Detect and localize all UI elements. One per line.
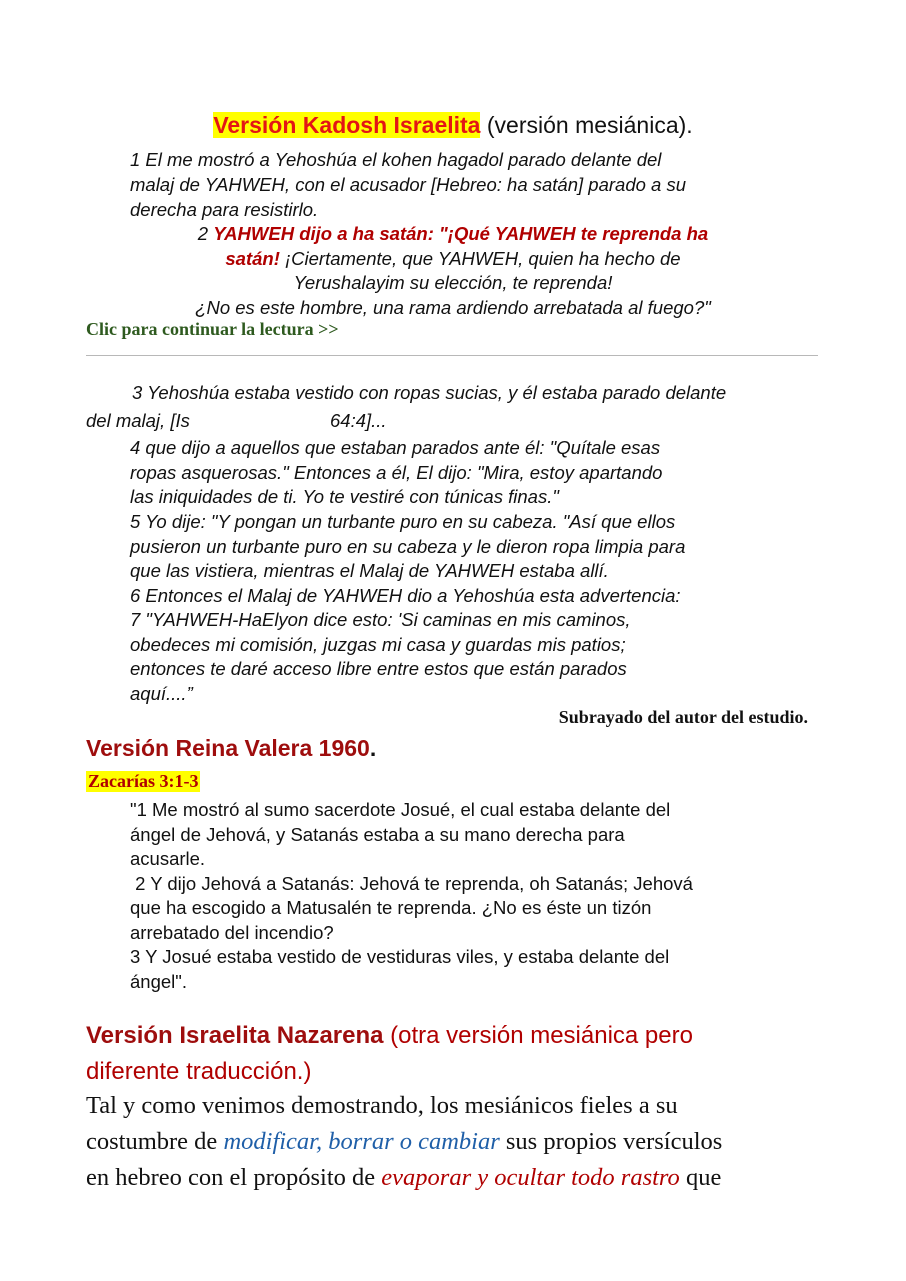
continue-reading-link[interactable]: Clic para continuar la lectura >> (86, 319, 339, 339)
verse-line-4b: ropas asquerosas." Entonces a él, El dijo: "Mira, estoy apartando (130, 462, 663, 483)
verse-3-line-2a: del malaj, [Is (86, 410, 190, 431)
kadosh-verse-2-line-3: Yerushalayim su elección, te reprenda! (293, 272, 613, 293)
kadosh-verse-2-line-2 (0, 246, 906, 271)
verse-line-7b: obedeces mi comisión, juzgas mi casa y guardas mis patios; (130, 634, 626, 655)
author-note: Subrayado del autor del estudio. (558, 707, 808, 727)
rv-line-8: ángel". (130, 971, 187, 992)
verse-line-7d: aquí....” (130, 683, 193, 704)
israelita-nazarena-title (86, 1018, 693, 1090)
kadosh-verse-2-bold: YAHWEH dijo a ha satán: "¡Qué YAHWEH te reprenda ha (213, 223, 709, 244)
kadosh-verse-2-number: 2 (197, 223, 214, 244)
kadosh-verse-1-line-2: malaj de YAHWEH, con el acusador [Hebreo: ha satán] parado a su (130, 174, 687, 195)
verse-3-line-2b: 64:4]... (330, 410, 387, 431)
rv-line-4: 2 Y dijo Jehová a Satanás: Jehová te reprenda, oh Satanás; Jehová (130, 873, 693, 894)
rv-line-5: que ha escogido a Matusalén te reprenda. ¿No es éste un tizón (130, 897, 652, 918)
kadosh-title (0, 112, 906, 139)
verse-line-7c: entonces te daré acceso libre entre estos que están parados (130, 658, 627, 679)
body-line-3 (86, 1164, 721, 1192)
rv-line-6: arrebatado del incendio? (130, 922, 334, 943)
in-title-rest-1: (otra versión mesiánica pero (383, 1022, 693, 1049)
verse-line-7a: 7 "YAHWEH-HaElyon dice esto: 'Si caminas en mis caminos, (130, 609, 631, 630)
reina-valera-title-dot: . (369, 735, 377, 761)
kadosh-title-rest: (versión mesiánica). (480, 112, 693, 138)
body-line-2 (86, 1128, 722, 1156)
kadosh-verse-1-line-3: derecha para resistirlo. (130, 199, 319, 220)
rv-line-7: 3 Y Josué estaba vestido de vestiduras viles, y estaba delante del (130, 946, 670, 967)
verse-line-5c: que las vistiera, mientras el Malaj de YAHWEH estaba allí. (130, 560, 609, 581)
body-line-2a: costumbre de (86, 1128, 224, 1155)
kadosh-verse-1-line-1: 1 El me mostró a Yehoshúa el kohen hagadol parado delante del (130, 149, 662, 170)
verse-line-5a: 5 Yo dije: "Y pongan un turbante puro en su cabeza. "Así que ellos (130, 511, 676, 532)
body-line-3c: que (679, 1164, 722, 1191)
rv-line-2: ángel de Jehová, y Satanás estaba a su mano derecha para (130, 824, 625, 845)
kadosh-verse-2-line-1 (0, 221, 906, 246)
body-line-1: Tal y como venimos demostrando, los mesiánicos fieles a su (86, 1092, 678, 1119)
kadosh-verse-2-bold-2: satán! (225, 248, 280, 269)
body-line-3a: en hebreo con el propósito de (86, 1164, 382, 1191)
kadosh-verse-2-line-4: ¿No es este hombre, una rama ardiendo arrebatada al fuego?" (195, 297, 711, 318)
kadosh-verse-2-rest: ¡Ciertamente, que YAHWEH, quien ha hecho de (279, 248, 681, 269)
verse-line-4a: 4 que dijo a aquellos que estaban parados ante él: "Quítale esas (130, 437, 661, 458)
body-line-2-emphasis: modificar, borrar o cambiar (223, 1128, 500, 1155)
verse-3-line-1: 3 Yehoshúa estaba vestido con ropas sucias, y él estaba parado delante (132, 382, 727, 403)
in-title-rest-2: diferente traducción.) (86, 1058, 312, 1085)
reina-valera-title (86, 735, 376, 762)
reina-valera-title-text: Versión Reina Valera 1960 (86, 735, 370, 761)
in-title-bold: Versión Israelita Nazarena (86, 1022, 384, 1049)
verse-line-4c: las iniquidades de ti. Yo te vestiré con túnicas finas." (130, 486, 559, 507)
verse-line-5b: pusieron un turbante puro en su cabeza y le dieron ropa limpia para (130, 536, 686, 557)
body-line-3-emphasis: evaporar y ocultar todo rastro (381, 1164, 680, 1191)
reina-valera-reference: Zacarías 3:1-3 (88, 771, 199, 791)
section-divider (86, 355, 818, 356)
verse-line-6: 6 Entonces el Malaj de YAHWEH dio a Yehoshúa esta advertencia: (130, 585, 681, 606)
body-line-2c: sus propios versículos (499, 1128, 723, 1155)
rv-line-3: acusarle. (130, 848, 206, 869)
rv-line-1: "1 Me mostró al sumo sacerdote Josué, el cual estaba delante del (130, 799, 671, 820)
kadosh-title-highlight: Versión Kadosh Israelita (213, 112, 481, 138)
